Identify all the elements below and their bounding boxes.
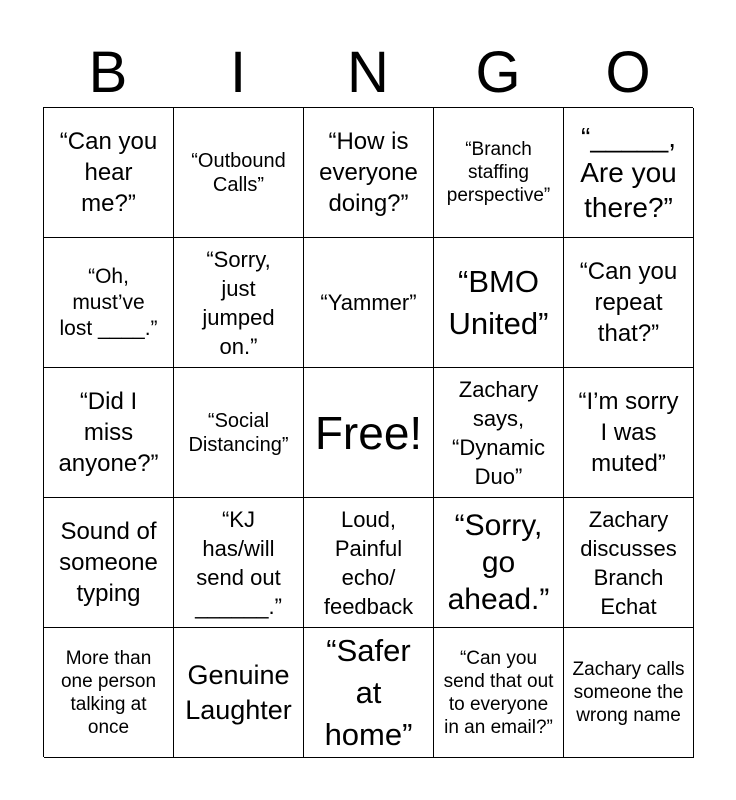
bingo-cell-r2c5[interactable]	[564, 238, 694, 368]
cell-text: “Can you send that out to everyone in an email?”	[443, 647, 554, 738]
cell-text: Zachary says, “Dynamic Duo”	[452, 376, 545, 489]
cell-text: “Outbound Calls”	[191, 149, 286, 196]
bingo-cell-r3c4[interactable]	[434, 368, 564, 498]
bingo-cell-r4c1[interactable]	[44, 498, 174, 628]
bingo-cell-r2c4[interactable]	[434, 238, 564, 368]
bingo-cell-r4c2[interactable]	[174, 498, 304, 628]
cell-text: Loud, Painful echo/ feedback	[323, 506, 414, 619]
header-letter-o: O	[605, 40, 651, 105]
bingo-cell-r4c3[interactable]	[304, 498, 434, 628]
cell-text: “Can you repeat that?”	[579, 258, 678, 347]
cell-text: “BMO United”	[448, 263, 549, 341]
cell-text: “Can you hear me?”	[59, 128, 158, 217]
cell-text: “Branch staffing perspective”	[446, 139, 551, 206]
bingo-cell-r4c4[interactable]	[434, 498, 564, 628]
cell-text: “Social Distancing”	[188, 409, 289, 456]
bingo-cell-r2c1[interactable]	[44, 238, 174, 368]
bingo-cell-r5c4[interactable]	[434, 628, 564, 758]
bingo-cell-r5c2[interactable]	[174, 628, 304, 758]
bingo-cell-r2c2[interactable]	[174, 238, 304, 368]
bingo-cell-r1c5[interactable]	[564, 108, 694, 238]
bingo-cell-r5c1[interactable]	[44, 628, 174, 758]
cell-text: Zachary calls someone the wrong name	[572, 659, 685, 726]
bingo-grid	[43, 107, 693, 757]
cell-text: “Oh, must’ve lost ____.”	[59, 264, 158, 340]
cell-text: “KJ has/will send out ______.”	[195, 506, 282, 619]
bingo-cell-r1c3[interactable]	[304, 108, 434, 238]
cell-text: More than one person talking at once	[60, 647, 157, 738]
cell-text: “Sorry, just jumped on.”	[202, 246, 275, 359]
cell-text: “Yammer”	[320, 290, 417, 315]
bingo-cell-r3c1[interactable]	[44, 368, 174, 498]
header-letter-n: N	[347, 40, 389, 105]
cell-text: “Safer at home”	[324, 632, 413, 752]
bingo-cell-r1c4[interactable]	[434, 108, 564, 238]
bingo-cell-r1c2[interactable]	[174, 108, 304, 238]
bingo-cell-r5c5[interactable]	[564, 628, 694, 758]
header-letter-b: B	[88, 40, 128, 105]
cell-text: “Sorry, go ahead.”	[447, 509, 550, 616]
cell-text: “How is everyone doing?”	[319, 128, 418, 217]
free-space: Free!	[314, 406, 423, 459]
cell-text: Zachary discusses Branch Echat	[580, 506, 677, 619]
bingo-cell-r1c1[interactable]	[44, 108, 174, 238]
cell-text: Genuine Laughter	[185, 659, 292, 725]
bingo-header	[43, 40, 693, 106]
bingo-cell-r3c2[interactable]	[174, 368, 304, 498]
bingo-cell-r3c5[interactable]	[564, 368, 694, 498]
bingo-cell-r3c3[interactable]	[304, 368, 434, 498]
cell-text: Sound of someone typing	[59, 518, 158, 607]
bingo-cell-r2c3[interactable]	[304, 238, 434, 368]
cell-text: “_____, Are you there?”	[580, 122, 677, 223]
bingo-cell-r5c3[interactable]	[304, 628, 434, 758]
bingo-cell-r4c5[interactable]	[564, 498, 694, 628]
cell-text: “Did I miss anyone?”	[58, 388, 159, 477]
header-letter-i: I	[229, 40, 247, 105]
header-letter-g: G	[475, 40, 521, 105]
cell-text: “I’m sorry I was muted”	[578, 388, 679, 477]
